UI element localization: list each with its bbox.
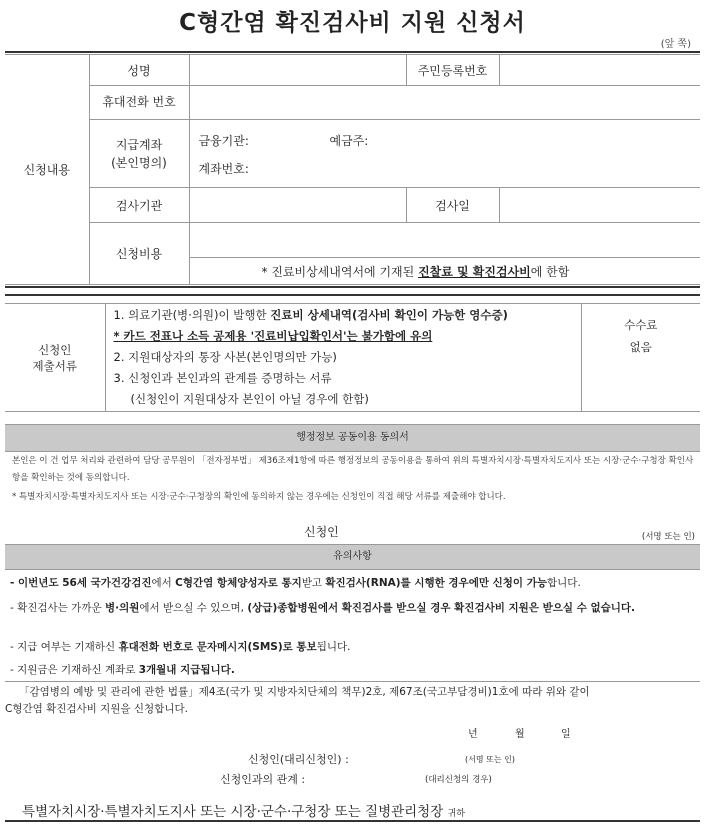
consent-header: 행정정보 공동이용 동의서 bbox=[5, 424, 700, 452]
doc-item-2: 2. 지원대상자의 통장 사본(본인명의만 가능) bbox=[113, 350, 337, 364]
page-side-label: (앞 쪽) bbox=[660, 39, 691, 50]
rrn-label: 주민등록번호 bbox=[406, 55, 499, 86]
account-label-line2: (본인명의) bbox=[111, 155, 167, 170]
application-table bbox=[5, 54, 700, 285]
documents-label-line2: 제출서류 bbox=[32, 358, 77, 373]
declaration-line-1: 「감염병의 예방 및 관리에 관한 법률」제4조(국가 및 지방자치단체의 책무)2호, 제67조(국고부담경비)1호에 따라 위와 같이 bbox=[19, 686, 590, 698]
notice-rule bbox=[5, 681, 700, 682]
account-field[interactable] bbox=[189, 120, 700, 188]
exam-date-field[interactable] bbox=[499, 188, 700, 223]
proxy-sign-label: (서명 또는 인) bbox=[465, 755, 515, 764]
cost-label: 신청비용 bbox=[89, 223, 189, 285]
top-rule bbox=[5, 51, 700, 53]
exam-date-label: 검사일 bbox=[406, 188, 499, 223]
date-day-label: 일 bbox=[561, 729, 571, 740]
proxy-applicant-label: 신청인(대리신청인) : bbox=[248, 753, 349, 766]
double-rule-top bbox=[5, 286, 700, 288]
holder-label: 예금주: bbox=[329, 134, 369, 148]
fee-cell bbox=[581, 304, 700, 412]
name-label: 성명 bbox=[89, 55, 189, 86]
consent-applicant-label: 신청인 bbox=[304, 525, 339, 539]
documents-label bbox=[5, 304, 105, 412]
declaration-line-2: C형간염 확진검사비 지원을 신청합니다. bbox=[5, 703, 188, 715]
doc-item-1: 1. 의료기관(병·의원)이 발행한 진료비 상세내역(검사비 확인이 가능한 영수증) bbox=[113, 308, 508, 322]
exam-org-field[interactable] bbox=[189, 188, 406, 223]
addressee: 특별자치시장·특별자치도지사 또는 시장·군수·구청장 또는 질병관리청장 귀하 bbox=[22, 804, 465, 820]
notice-header: 유의사항 bbox=[5, 544, 700, 570]
documents-list bbox=[105, 304, 581, 412]
notice-4: - 지원금은 기재하신 계좌로 3개월내 지급됩니다. bbox=[10, 664, 235, 676]
account-number-label: 계좌번호: bbox=[198, 162, 249, 176]
exam-org-label: 검사기관 bbox=[89, 188, 189, 223]
rrn-field[interactable] bbox=[499, 55, 700, 86]
doc-item-1-warning: * 카드 전표나 소득 공제용 '진료비납입확인서'는 불가함에 유의 bbox=[113, 329, 433, 343]
relation-label: 신청인과의 관계 : bbox=[220, 773, 306, 786]
name-field[interactable] bbox=[189, 55, 406, 86]
declaration-text bbox=[5, 684, 700, 718]
consent-sign-label: (서명 또는 인) bbox=[641, 532, 695, 542]
account-label-line1: 지급계좌 bbox=[115, 137, 163, 152]
cost-note: * 진료비상세내역서에 기재된 진찰료 및 확진검사비에 한함 bbox=[189, 258, 700, 285]
relation-note: (대리신청의 경우) bbox=[425, 775, 492, 785]
consent-body: 본인은 이 건 업무 처리와 관련하여 담당 공무원이 「전자정부법」 제36조제1항에 따른 행정정보의 공동이용을 통하여 위의 특별자치시장·특별자치도지사 또는 시장·군수·구청장 확인사항을 확인하는 것에 동의합니다. bbox=[12, 456, 694, 483]
cost-field[interactable] bbox=[189, 223, 700, 258]
documents-table bbox=[5, 303, 700, 412]
phone-label: 휴대전화 번호 bbox=[89, 86, 189, 120]
consent-note: * 특별자치시장·특별자치도지사 또는 시장·군수·구청장의 확인에 동의하지 않는 경우에는 신청인이 직접 해당 서류를 제출해야 합니다. bbox=[12, 492, 506, 502]
phone-field[interactable] bbox=[189, 86, 700, 120]
fee-value: 없음 bbox=[629, 340, 652, 354]
section-label: 신청내용 bbox=[5, 55, 89, 285]
notice-2: - 확진검사는 가까운 병·의원에서 받으실 수 있으며, (상급)종합병원에서 확진검사를 받으실 경우 확진검사비 지원은 받으실 수 없습니다. bbox=[10, 602, 636, 614]
account-label bbox=[89, 120, 189, 188]
bottom-rule bbox=[5, 820, 700, 822]
doc-item-3-sub: (신청인이 지원대상자 본인이 아닐 경우에 한함) bbox=[130, 392, 369, 406]
page-title: C형간염 확진검사비 지원 신청서 bbox=[179, 10, 526, 36]
fee-label: 수수료 bbox=[624, 318, 658, 332]
notice-3: - 지급 여부는 기재하신 휴대전화 번호로 문자메시지(SMS)로 통보됩니다. bbox=[10, 641, 351, 653]
double-rule-bottom bbox=[5, 294, 700, 296]
doc-item-3: 3. 신청인과 본인과의 관계를 증명하는 서류 bbox=[113, 371, 332, 385]
date-month-label: 월 bbox=[515, 729, 525, 740]
date-year-label: 년 bbox=[468, 729, 478, 740]
bank-label: 금융기관: bbox=[198, 134, 249, 148]
notice-1: - 이번년도 56세 국가건강검진에서 C형간염 항체양성자로 통지받고 확진검사(RNA)를 시행한 경우에만 신청이 가능합니다. bbox=[10, 577, 581, 589]
documents-label-line1: 신청인 bbox=[38, 342, 72, 357]
